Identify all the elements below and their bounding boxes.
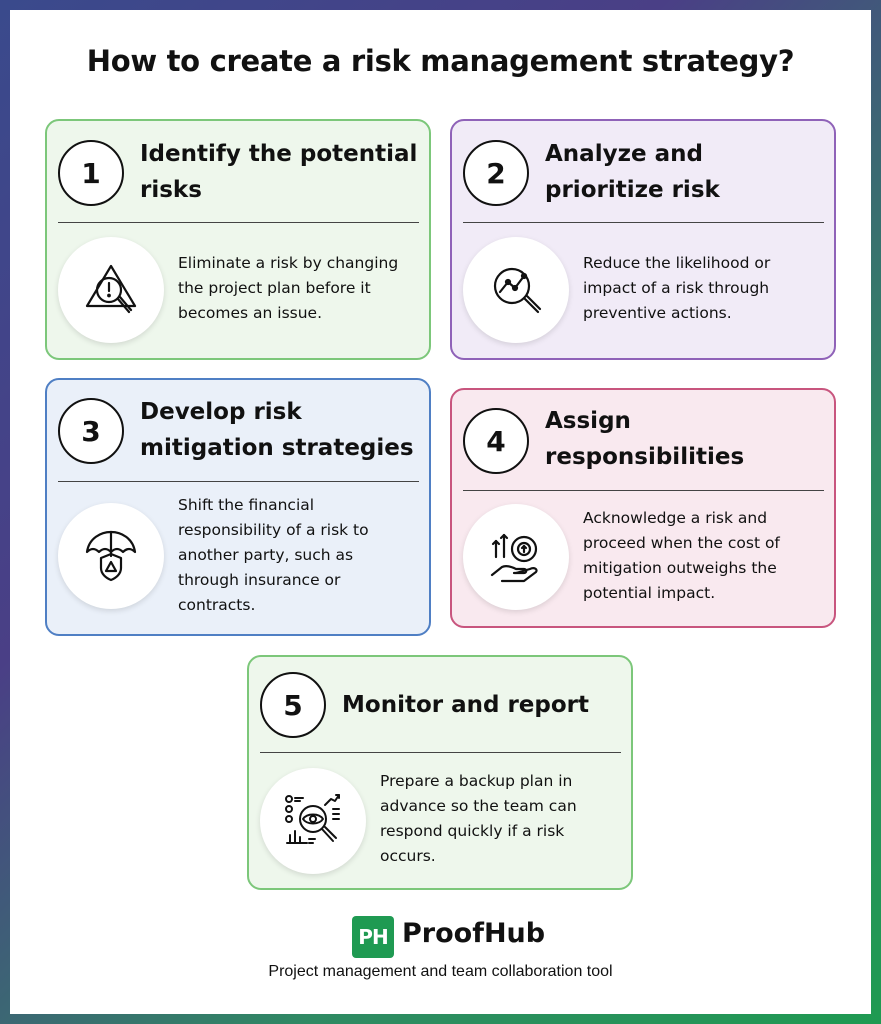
step-number-3: 3 [58, 398, 124, 464]
step-description-3-line: Shift the financial [178, 496, 315, 514]
step-heading-4-line2: responsibilities [545, 444, 745, 470]
step-number-5: 5 [260, 672, 326, 738]
step-description-2-line: preventive actions. [583, 304, 732, 322]
step-heading-1-line1: Identify the potential [140, 141, 418, 167]
step-description-5-line: occurs. [380, 847, 436, 865]
step-description-1-line: Eliminate a risk by changing [178, 254, 399, 272]
step-number-2: 2 [463, 140, 529, 206]
proofhub-logo: PH [352, 916, 394, 958]
step-description-3-line: responsibility of a risk to [178, 521, 369, 539]
step-description-1-line: the project plan before it [178, 279, 371, 297]
analytics-magnifier-icon [463, 237, 569, 343]
step-description-3 [178, 493, 369, 618]
step-description-3-line: contracts. [178, 596, 256, 614]
step-divider-1 [58, 222, 419, 223]
umbrella-shield-icon [58, 503, 164, 609]
brand-tagline: Project management and team collaboration tool [268, 963, 613, 980]
step-heading-5-line1: Monitor and report [342, 692, 590, 718]
step-heading-4 [545, 403, 744, 475]
step-heading-3-line1: Develop risk [140, 399, 302, 425]
step-description-4 [583, 506, 780, 606]
step-description-4-line: mitigation outweighs the [583, 559, 777, 577]
step-heading-2-line1: Analyze and [545, 141, 703, 167]
step-divider-4 [463, 490, 824, 491]
step-divider-2 [463, 222, 824, 223]
step-description-4-line: potential impact. [583, 584, 716, 602]
step-heading-4-line1: Assign [545, 408, 631, 434]
step-description-1 [178, 251, 398, 326]
step-description-5-line: advance so the team can [380, 797, 577, 815]
step-description-2 [583, 251, 770, 326]
hand-growth-chart-icon [463, 504, 569, 610]
monitoring-eye-icon [260, 768, 366, 874]
step-divider-5 [260, 752, 621, 753]
step-heading-1-line2: risks [140, 177, 202, 203]
step-description-1-line: becomes an issue. [178, 304, 323, 322]
step-description-5-line: Prepare a backup plan in [380, 772, 573, 790]
step-description-4-line: proceed when the cost of [583, 534, 780, 552]
step-description-2-line: impact of a risk through [583, 279, 770, 297]
step-heading-3-line2: mitigation strategies [140, 435, 414, 461]
step-description-5 [380, 769, 577, 869]
step-heading-2-line2: prioritize risk [545, 177, 720, 203]
step-description-4-line: Acknowledge a risk and [583, 509, 768, 527]
step-description-2-line: Reduce the likelihood or [583, 254, 771, 272]
step-divider-3 [58, 481, 419, 482]
step-description-3-line: another party, such as [178, 546, 354, 564]
step-heading-2 [545, 136, 720, 208]
step-description-5-line: respond quickly if a risk [380, 822, 565, 840]
step-description-3-line: through insurance or [178, 571, 341, 589]
step-heading-3 [140, 394, 414, 466]
brand-name: ProofHub [402, 918, 546, 949]
page-title: How to create a risk management strategy? [86, 44, 795, 78]
step-heading-1 [140, 136, 417, 208]
step-number-1: 1 [58, 140, 124, 206]
step-number-4: 4 [463, 408, 529, 474]
step-heading-5 [342, 687, 589, 723]
warning-search-icon [58, 237, 164, 343]
